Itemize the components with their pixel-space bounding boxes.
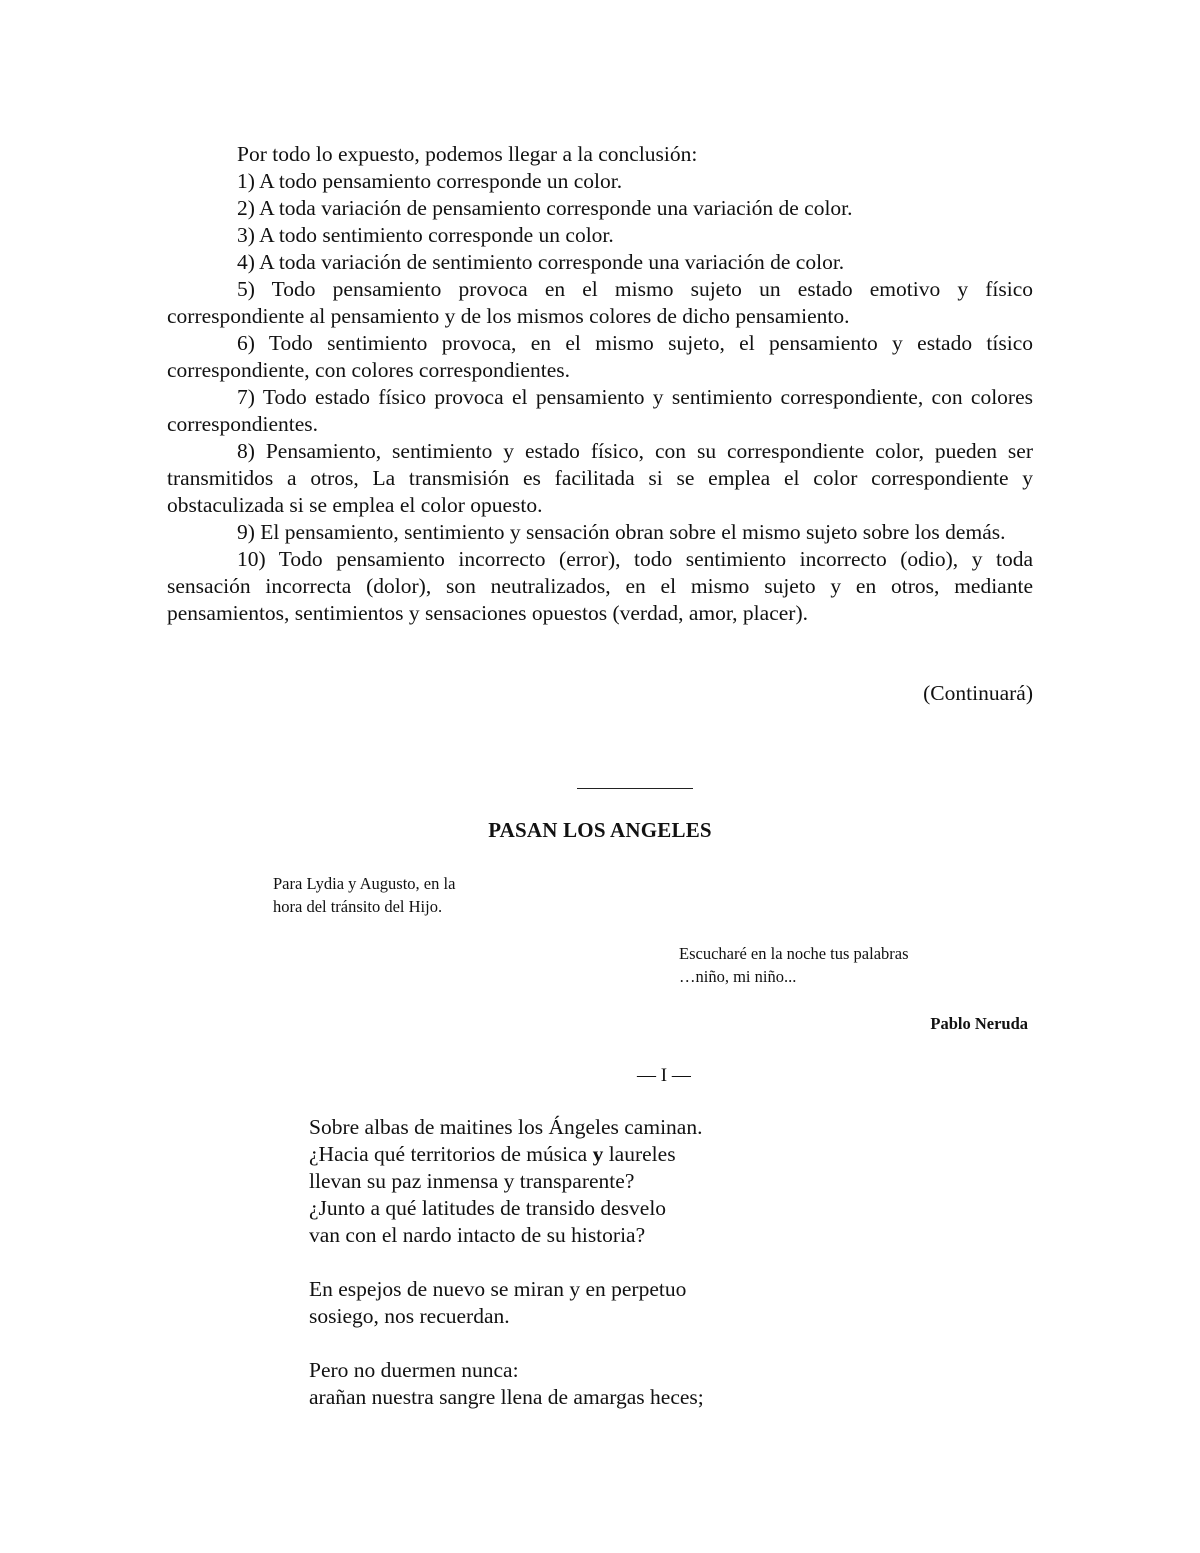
conclusion-item-7: 7) Todo estado físico provoca el pensamiento y sentimiento correspondiente, con colores correspondientes. — [167, 385, 1033, 436]
epigraph-author: Pablo Neruda — [930, 1014, 1028, 1033]
poem-line: arañan nuestra sangre llena de amargas heces; — [309, 1385, 704, 1409]
poem-line-part: ¿Hacia qué territorios de música — [309, 1142, 588, 1166]
poem-line-emphasis: y — [592, 1142, 604, 1166]
poem-body — [309, 1114, 704, 1438]
dedication-line: Para Lydia y Augusto, en la — [273, 874, 456, 893]
stanza — [309, 1114, 704, 1249]
stanza — [309, 1276, 704, 1330]
poem-line: llevan su paz inmensa y transparente? — [309, 1169, 635, 1193]
conclusion-item-6: 6) Todo sentimiento provoca, en el mismo sujeto, el pensamiento y estado tísico correspondiente, con colores correspondientes. — [167, 331, 1033, 382]
poem-epigraph — [679, 942, 909, 988]
poem-line: sosiego, nos recuerdan. — [309, 1304, 510, 1328]
poem-line: ¿Junto a qué latitudes de transido desvelo — [309, 1196, 667, 1220]
poem-section-number: — I — — [637, 1065, 691, 1086]
poem-line — [309, 1141, 704, 1168]
epigraph-line: Escucharé en la noche tus palabras — [679, 944, 909, 963]
epigraph-line: …niño, mi niño... — [679, 967, 797, 986]
conclusion-item-2: 2) A toda variación de pensamiento corresponde una variación de color. — [237, 196, 853, 220]
conclusion-item-3: 3) A todo sentimiento corresponde un color. — [237, 223, 614, 247]
poem-title: PASAN LOS ANGELES — [488, 818, 712, 842]
essay-paragraph-intro: Por todo lo expuesto, podemos llegar a la conclusión: — [237, 142, 698, 166]
essay-body — [167, 141, 1033, 627]
poem-dedication — [273, 872, 455, 918]
poem-line-part: laureles — [608, 1142, 676, 1166]
poem-line: van con el nardo intacto de su historia? — [309, 1223, 646, 1247]
conclusion-item-5: 5) Todo pensamiento provoca en el mismo sujeto un estado emotivo y físico correspondiente al pensamiento y de los mismos colores de dicho pensamiento. — [167, 277, 1033, 328]
conclusion-item-9: 9) El pensamiento, sentimiento y sensación obran sobre el mismo sujeto sobre los demás. — [237, 520, 1006, 544]
conclusion-item-10: 10) Todo pensamiento incorrecto (error), todo sentimiento incorrecto (odio), y toda sensación incorrecta (dolor), son neutralizados, en el mismo sujeto y en otros, mediante pensamientos, sentimientos y sensaciones opuestos (verdad, amor, placer). — [167, 547, 1033, 625]
conclusion-item-4: 4) A toda variación de sentimiento corresponde una variación de color. — [237, 250, 845, 274]
dedication-line: hora del tránsito del Hijo. — [273, 897, 443, 916]
poem-line: Pero no duermen nunca: — [309, 1358, 519, 1382]
stanza — [309, 1357, 704, 1411]
conclusion-item-8: 8) Pensamiento, sentimiento y estado físico, con su correspondiente color, pueden ser transmitidos a otros, La transmisión es facilitada si se emplea el color correspondiente y obstaculizada si se emplea el color opuesto. — [167, 439, 1033, 517]
conclusion-item-1: 1) A todo pensamiento corresponde un color. — [237, 169, 623, 193]
continuation-note: (Continuará) — [923, 681, 1033, 705]
section-divider — [577, 788, 693, 789]
poem-line: En espejos de nuevo se miran y en perpetuo — [309, 1277, 687, 1301]
poem-line: Sobre albas de maitines los Ángeles caminan. — [309, 1115, 703, 1139]
